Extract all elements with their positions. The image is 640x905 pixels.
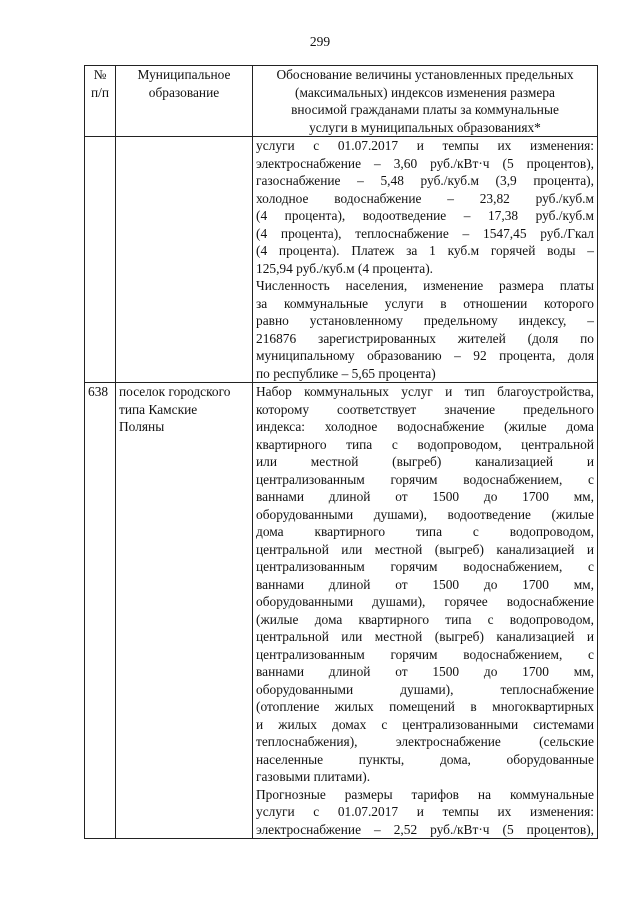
text-line: услуги с 01.07.2017 и темпы их изменения:	[256, 804, 594, 819]
header-municipality-cell	[116, 66, 253, 137]
municipality-line: типа Камские	[119, 401, 198, 417]
row-municipality-cell	[116, 137, 253, 383]
text-line: и жилых домах с централизованными системами	[256, 716, 594, 732]
text-line: Набор коммунальных услуг и тип благоустройства,	[256, 384, 594, 399]
municipality-line: Поляны	[119, 419, 165, 434]
header-justification-cell	[253, 66, 598, 137]
row-justification-cell	[253, 383, 598, 839]
text-line: электроснабжение – 3,60 руб./кВт·ч (5 процентов),	[256, 155, 594, 171]
text-line: Прогнозные размеры тарифов на коммунальные	[256, 786, 594, 802]
text-line: газоснабжение – 5,48 руб./куб.м (3,9 процента),	[256, 173, 594, 188]
text-line: централизованным горячим водоснабжением, с	[256, 559, 594, 574]
text-line: (4 процента), водоотведение – 17,38 руб./куб.м	[256, 208, 594, 223]
text-line: ваннами длиной от 1500 до 1700 мм,	[256, 664, 594, 679]
text-line: электроснабжение – 2,52 руб./кВт·ч (5 процентов),	[256, 821, 594, 837]
text-line: 125,94 руб./куб.м (4 процента).	[256, 260, 434, 276]
page-number: 299	[309, 34, 331, 49]
text-line: индекса: холодное водоснабжение (жилые дома	[256, 419, 594, 434]
text-line: ваннами длиной от 1500 до 1700 мм,	[256, 489, 594, 504]
text-line: центральной или местной (выгреб) канализацией и	[256, 629, 594, 644]
header-line: (максимальных) индексов изменения размера	[295, 84, 555, 100]
table-header-row	[85, 66, 598, 137]
text-line: населенные пункты, дома, оборудованные	[256, 751, 594, 767]
tariff-table	[84, 65, 598, 839]
header-line: п/п	[90, 84, 110, 100]
text-line: равно установленному предельному индексу, –	[256, 313, 594, 328]
header-line: №	[93, 67, 107, 82]
text-line: или местной (выгреб) канализацией и	[256, 454, 594, 469]
header-line: Обоснование величины установленных предельных	[276, 67, 574, 82]
header-line: Муниципальное	[137, 67, 231, 82]
row-number-cell	[85, 137, 116, 383]
table-row-continuation	[85, 137, 598, 383]
text-line: централизованным горячим водоснабжением, с	[256, 646, 594, 662]
text-line: теплоснабжения), электроснабжение (сельские	[256, 734, 594, 749]
text-line: квартирного типа с водопроводом, центральной	[256, 436, 594, 452]
text-line: (4 процента), теплоснабжение – 1547,45 руб./Гкал	[256, 225, 594, 241]
text-line: которому соответствует значение предельного	[256, 401, 594, 417]
header-line: услуги в муниципальных образованиях*	[309, 119, 541, 135]
text-line: газовыми плитами).	[256, 769, 371, 784]
text-line: по республике – 5,65 процента)	[256, 365, 436, 381]
municipality-line: поселок городского	[119, 384, 231, 399]
text-line: ваннами длиной от 1500 до 1700 мм,	[256, 576, 594, 592]
text-line: холодное водоснабжение – 23,82 руб./куб.м	[256, 190, 594, 206]
text-line: оборудованными душами), горячее водоснабжение	[256, 594, 594, 609]
row-justification-cell	[253, 137, 598, 383]
text-line: централизованным горячим водоснабжением, с	[256, 471, 594, 487]
text-line: услуги с 01.07.2017 и темпы их изменения:	[256, 138, 594, 153]
text-line: (жилые дома квартирного типа с водопроводом,	[256, 611, 594, 627]
text-line: 216876 зарегистрированных жителей (доля по	[256, 330, 594, 346]
text-line: муниципальному образованию – 92 процента, доля	[256, 348, 594, 363]
text-line: оборудованными душами), теплоснабжение	[256, 681, 594, 697]
text-line: дома квартирного типа с водопроводом,	[256, 524, 594, 539]
text-line: Численность населения, изменение размера платы	[256, 278, 594, 293]
header-number-cell	[85, 66, 116, 137]
header-line: вносимой гражданами платы за коммунальные	[291, 102, 559, 117]
table-row-638	[85, 383, 598, 839]
text-line: (отопление жилых помещений в многоквартирных	[256, 699, 594, 714]
text-line: (4 процента). Платеж за 1 куб.м горячей воды –	[256, 243, 594, 258]
text-line: центральной или местной (выгреб) канализацией и	[256, 541, 594, 557]
text-line: оборудованными душами), водоотведение (жилые	[256, 506, 594, 522]
header-line: образование	[148, 84, 220, 100]
row-municipality-cell	[116, 383, 253, 839]
text-line: за коммунальные услуги в отношении которого	[256, 295, 594, 311]
row-number-cell: 638	[85, 383, 116, 839]
